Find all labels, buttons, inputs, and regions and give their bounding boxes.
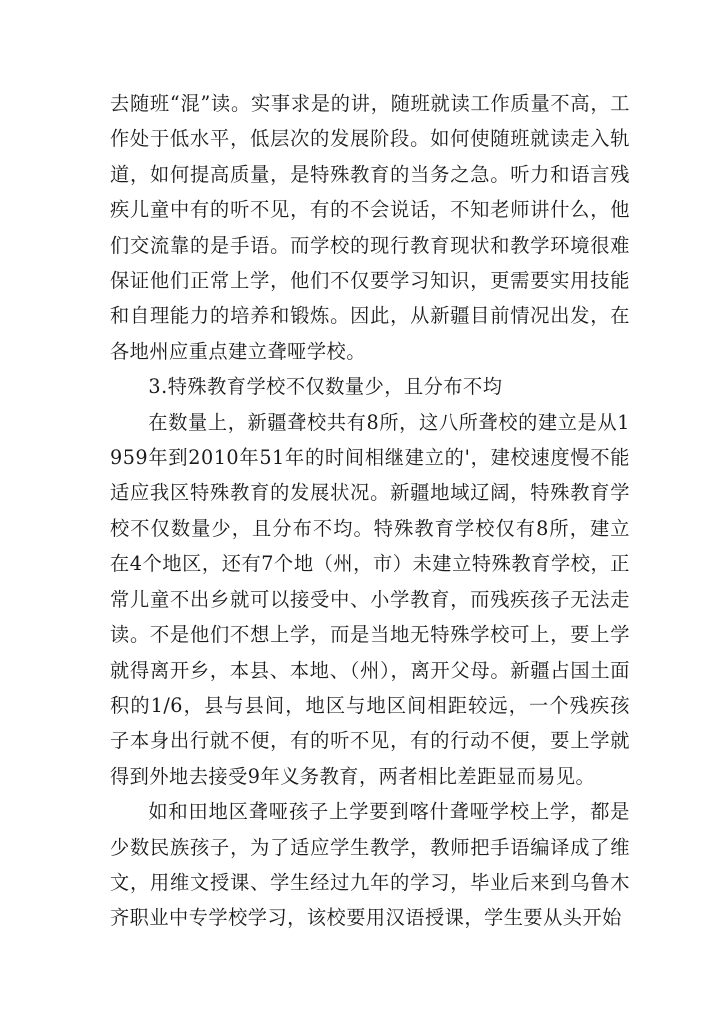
paragraph-hotan-example: 如和田地区聋哑孩子上学要到喀什聋哑学校上学，都是少数民族孩子，为了适应学生教学，教师把手语编译成了维文，用维文授课、学生经过九年的学习，毕业后来到乌鲁木齐职业中专学校学习，该校要用汉语授课，学生要从头开始 <box>110 800 630 930</box>
paragraph-school-count: 在数量上，新疆聋校共有8所，这八所聋校的建立是从1959年到2010年51年的时间相继建立的'，建校速度慢不能适应我区特殊教育的发展状况。新疆地域辽阔，特殊教育学校不仅数量少，且分布不均。特殊教育学校仅有8所，建立在4个地区，还有7个地（州，市）未建立特殊教育学校，正常儿童不出乡就可以接受中、小学教育，而残疾孩子无法走读。不是他们不想上学，而是当地无特殊学校可上，要上学就得离开乡，本县、本地、（州），离开父母。新疆占国土面积的1/6，县与县间，地区与地区间相距较远，一个残疾孩子本身出行就不便，有的听不见，有的行动不便，要上学就得到外地去接受9年义务教育，两者相比差距显而易见。 <box>110 410 630 788</box>
document-body <box>110 86 630 936</box>
section-heading: 3.特殊教育学校不仅数量少，且分布不均 <box>148 375 503 399</box>
paragraph-continuation: 去随班“混”读。实事求是的讲，随班就读工作质量不高，工作处于低水平，低层次的发展阶段。如何使随班就读走入轨道，如何提高质量，是特殊教育的当务之急。听力和语言残疾儿童中有的听不见，有的不会说话，不知老师讲什么，他们交流靠的是手语。而学校的现行教育现状和教学环境很难保证他们正常上学，他们不仅要学习知识，更需要实用技能和自理能力的培养和锻炼。因此，从新疆目前情况出发，在各地州应重点建立聋哑学校。 <box>110 92 630 363</box>
